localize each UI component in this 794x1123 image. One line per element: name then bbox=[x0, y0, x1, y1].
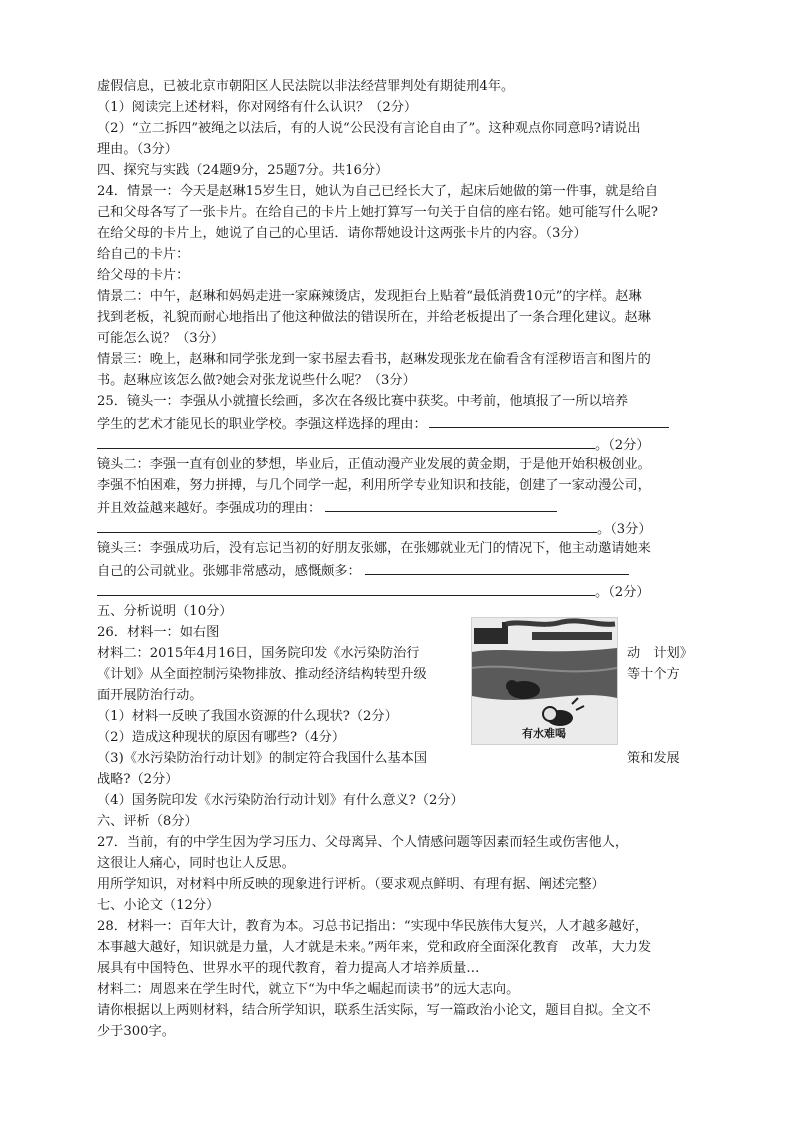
text-line bbox=[97, 413, 669, 435]
score-note: 。（3分） bbox=[597, 522, 652, 537]
text-line: 可能怎么说？（3分） bbox=[97, 331, 225, 346]
text-line: 少于300字。 bbox=[97, 1024, 175, 1039]
question-25: 25．镜头一：李强从小就擅长绘画，多次在各级比赛中获奖。中考前，他填报了一所以培养 bbox=[97, 394, 629, 409]
score-note: 。（2分） bbox=[595, 585, 650, 600]
shot-three-feelings: 自己的公司就业。张娜非常感动，感慨颇多： bbox=[97, 564, 361, 579]
section-heading: 四、探究与实践（24题9分，25题7分。共16分） bbox=[97, 163, 389, 178]
text-line: 战略?（2分） bbox=[97, 772, 179, 787]
text-line: 书。赵琳应该怎么做?她会对张龙说些什么呢？（3分） bbox=[97, 373, 416, 388]
text-line: 用所学知识，对材料中所反映的现象进行评析。（要求观点鲜明、有理有据、阐述完整） bbox=[97, 877, 605, 892]
answer-blank[interactable] bbox=[97, 581, 595, 596]
text-line: 找到老板，礼貌而耐心地指出了他这种做法的错误所在，并给老板提出了一条合理化建议。赵琳 bbox=[97, 310, 651, 325]
text-line: 材料二：周恩来在学生时代，就立下“为中华之崛起而读书”的远大志向。 bbox=[97, 982, 520, 997]
question-27: 27．当前，有的中学生因为学习压力、父母离异、个人情感问题等因素而轻生或伤害他人， bbox=[97, 835, 629, 850]
text-line: 动 计划》 bbox=[627, 646, 693, 661]
answer-blank[interactable] bbox=[97, 434, 595, 449]
question-26-4: （4）国务院印发《水污染防治行动计划》有什么意义?（2分） bbox=[97, 793, 464, 808]
text-line: 本事越大越好，知识就是力量，人才就是未来。”两年来，党和政府全面深化教育 改革，大力发 bbox=[97, 940, 652, 955]
text-line: 虚假信息，已被北京市朝阳区人民法院以非法经营罪判处有期徒刑4年。 bbox=[97, 79, 515, 94]
scene-three: 情景三：晚上，赵琳和同学张龙到一家书屋去看书，赵琳发现张龙在偷看含有淫秽语言和图片的 bbox=[97, 352, 651, 367]
question-26: 26．材料一：如右图 bbox=[97, 625, 220, 640]
question-23-1: （1）阅读完上述材料，你对网络有什么认识？（2分） bbox=[97, 100, 418, 115]
score-note: 。（2分） bbox=[595, 438, 650, 453]
answer-blank[interactable] bbox=[325, 497, 557, 512]
text-line: 《计划》从全面控制污染物排放、推动经济结构转型升级 bbox=[97, 667, 427, 682]
answer-blank[interactable] bbox=[429, 413, 669, 428]
text-line bbox=[97, 434, 650, 456]
cartoon-caption: 有水难喝 bbox=[522, 727, 566, 740]
shot-two-reason: 并且效益越来越好。李强成功的理由： bbox=[97, 501, 322, 516]
text-line bbox=[97, 497, 557, 519]
section-heading: 七、小论文（12分） bbox=[97, 898, 220, 913]
text-line: 这很让人痛心，同时也让人反思。 bbox=[97, 856, 295, 871]
question-24: 24．情景一：今天是赵琳15岁生日，她认为自己已经长大了，起床后她做的第一件事，就是给自 bbox=[97, 184, 659, 199]
section-heading: 六、评析（8分） bbox=[97, 814, 198, 829]
question-26-2: （2）造成这种现状的原因有哪些?（4分） bbox=[97, 730, 346, 745]
text-line: 请你根据以上两则材料，结合所学知识，联系生活实际，写一篇政治小论文，题目自拟。全文不 bbox=[97, 1003, 651, 1018]
text-line: 在给父母的卡片上，她说了自己的心里话．请你帮她设计这两张卡片的内容。（3分） bbox=[97, 226, 587, 241]
text-line bbox=[97, 518, 652, 540]
card-self-label: 给自己的卡片： bbox=[97, 247, 190, 262]
water-pollution-cartoon bbox=[471, 617, 618, 745]
text-line: 己和父母各写了一张卡片。在给自己的卡片上她打算写一句关于自信的座右铭。她可能写什么呢? bbox=[97, 205, 658, 220]
text-line: 等十个方 bbox=[627, 667, 680, 682]
question-28: 28．材料一：百年大计，教育为本。习总书记指出：“实现中华民族伟大复兴，人才越多越好， bbox=[97, 919, 649, 934]
section-heading: 五、分析说明（10分） bbox=[97, 604, 233, 619]
card-parents-label: 给父母的卡片： bbox=[97, 268, 190, 283]
scene-two: 情景二：中午，赵琳和妈妈走进一家麻辣烫店，发现拒台上贴着“最低消费10元”的字样。赵琳 bbox=[97, 289, 642, 304]
answer-blank[interactable] bbox=[365, 560, 629, 575]
text-line: 李强不怕困难，努力拼搏，与几个同学一起，利用所学专业知识和技能，创建了一家动漫公司， bbox=[97, 478, 651, 493]
text-line: 展具有中国特色、世界水平的现代教育，着力提高人才培养质量… bbox=[97, 961, 480, 976]
shot-one-reason: 学生的艺术才能见长的职业学校。李强这样选择的理由： bbox=[97, 417, 427, 432]
answer-blank[interactable] bbox=[97, 518, 597, 533]
question-26-1: （1）材料一反映了我国水资源的什么现状?（2分） bbox=[97, 709, 398, 724]
text-line: 面开展防治行动。 bbox=[97, 688, 203, 703]
question-23-2: （2）“立二拆四”被绳之以法后，有的人说“公民没有言论自由了”。这种观点你同意吗?请说出 bbox=[97, 121, 641, 136]
question-26-3: （3)《水污染防治行动计划》的制定符合我国什么基本国 bbox=[97, 751, 428, 766]
text-line bbox=[97, 581, 650, 603]
text-line: 材料二：2015年4月16日，国务院印发《水污染防治行 bbox=[97, 646, 420, 661]
shot-three: 镜头三：李强成功后，没有忘记当初的好朋友张娜，在张娜就业无门的情况下，他主动邀请她来 bbox=[97, 541, 651, 556]
shot-two: 镜头二：李强一直有创业的梦想，毕业后，正值动漫产业发展的黄金期，于是他开始积极创业。 bbox=[97, 457, 651, 472]
text-line: 策和发展 bbox=[627, 751, 680, 766]
text-line: 理由。（3分） bbox=[97, 142, 178, 157]
text-line bbox=[97, 560, 629, 582]
